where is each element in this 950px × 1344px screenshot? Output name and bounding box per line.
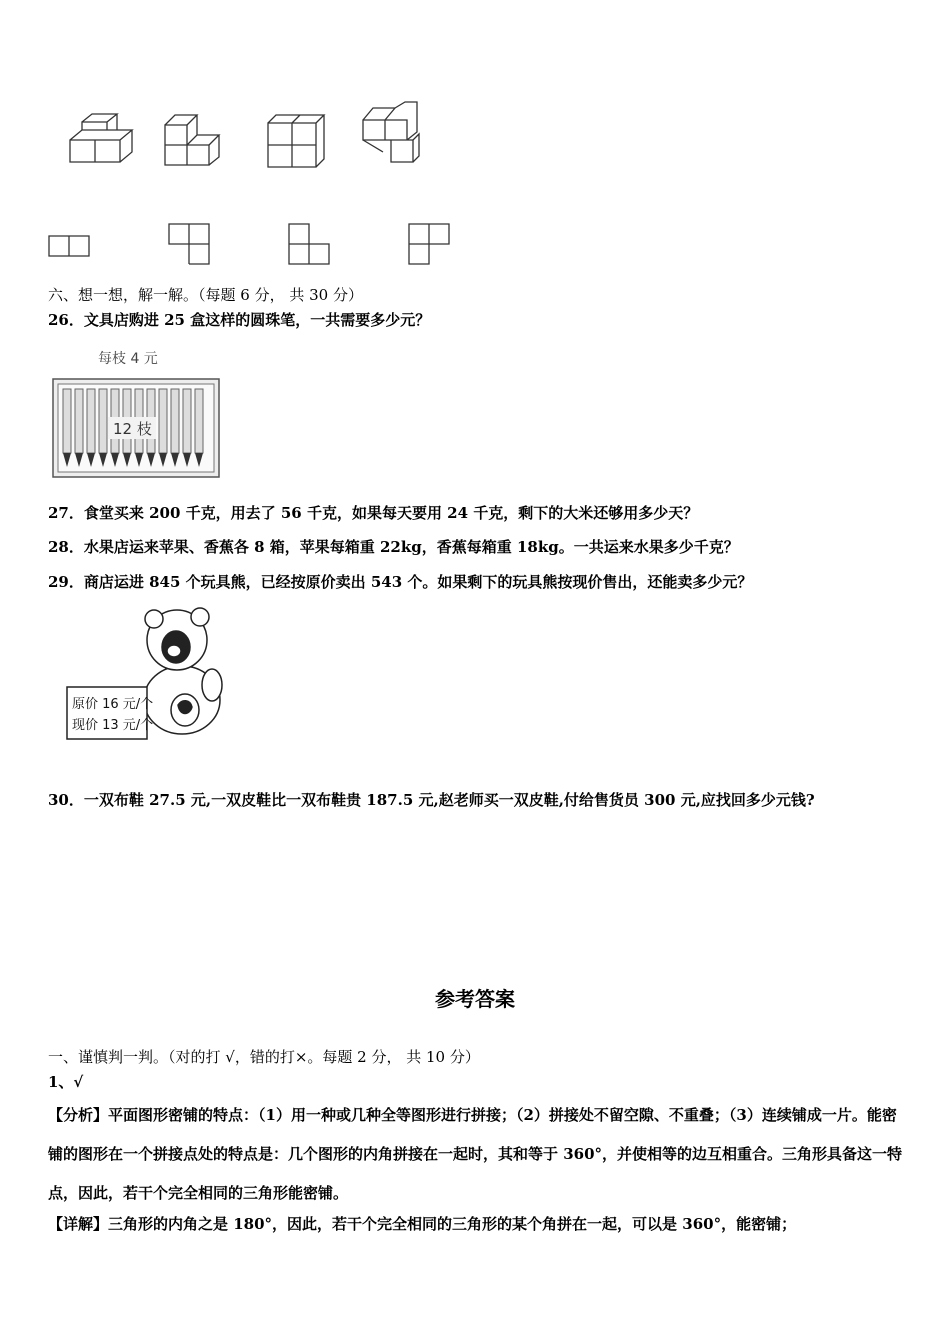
pen-count-label: 12 枝 [113, 420, 152, 438]
pen-box-illustration [50, 345, 225, 480]
answers-section-1-heading: 一、谨慎判一判。（对的打 √，错的打×。每题 2 分， 共 10 分） [48, 1048, 480, 1066]
view-figure-4 [409, 224, 449, 264]
view-figure-2 [169, 224, 209, 264]
view-figures-row [45, 220, 465, 275]
answer-item-1: 1、√ [48, 1073, 84, 1091]
question-30: 30．一双布鞋 27.5 元,一双皮鞋比一双布鞋贵 187.5 元,赵老师买一双皮鞋,付给售货员 300 元,应找回多少元钱? [48, 791, 815, 809]
price-sign [67, 687, 153, 739]
question-26: 26．文具店购进 25 盒这样的圆珠笔，一共需要多少元？ [48, 311, 431, 329]
teddy-bear-illustration [62, 605, 237, 745]
question-29: 29．商店运进 845 个玩具熊，已经按原价卖出 543 个。如果剩下的玩具熊按现价售出，还能卖多少元？ [48, 573, 753, 591]
cube-figure-4 [363, 102, 419, 162]
question-27: 27．食堂买来 200 千克，用去了 56 千克，如果每天要用 24 千克，剩下的大米还够用多少天？ [48, 504, 699, 522]
sign-original-price: 原价 16 元/个 [72, 697, 154, 712]
view-figure-3 [289, 224, 329, 264]
view-figure-1 [49, 236, 89, 256]
cube-figures-row [60, 95, 440, 175]
cube-figure-1 [70, 114, 132, 162]
sign-current-price: 现价 13 元/个 [72, 718, 154, 733]
answer-analysis: 【分析】平面图形密铺的特点：（1）用一种或几种全等图形进行拼接；（2）拼接处不留空隙、不重叠；（3）连续铺成一片。能密铺的图形在一个拼接点处的特点是：几个图形的内角拼接在一起时，其和等于 360°，并使相等的边互相重合。三角形具备这一特点，因此，若干个完全相同的三角形能密铺。 [48, 1106, 903, 1202]
answer-detail: 【详解】三角形的内角之是 180°，因此，若干个完全相同的三角形的某个角拼在一起，可以是 360°，能密铺； [48, 1215, 797, 1233]
cube-figure-3 [268, 115, 324, 167]
question-28: 28．水果店运来苹果、香蕉各 8 箱，苹果每箱重 22kg，香蕉每箱重 18kg。一共运来水果多少千克？ [48, 538, 739, 556]
answers-title: 参考答案 [435, 987, 515, 1011]
pen-price-label: 每枝 4 元 [98, 351, 158, 367]
section-6-heading: 六、想一想，解一解。（每题 6 分， 共 30 分） [48, 286, 363, 304]
cube-figure-2 [165, 115, 219, 165]
